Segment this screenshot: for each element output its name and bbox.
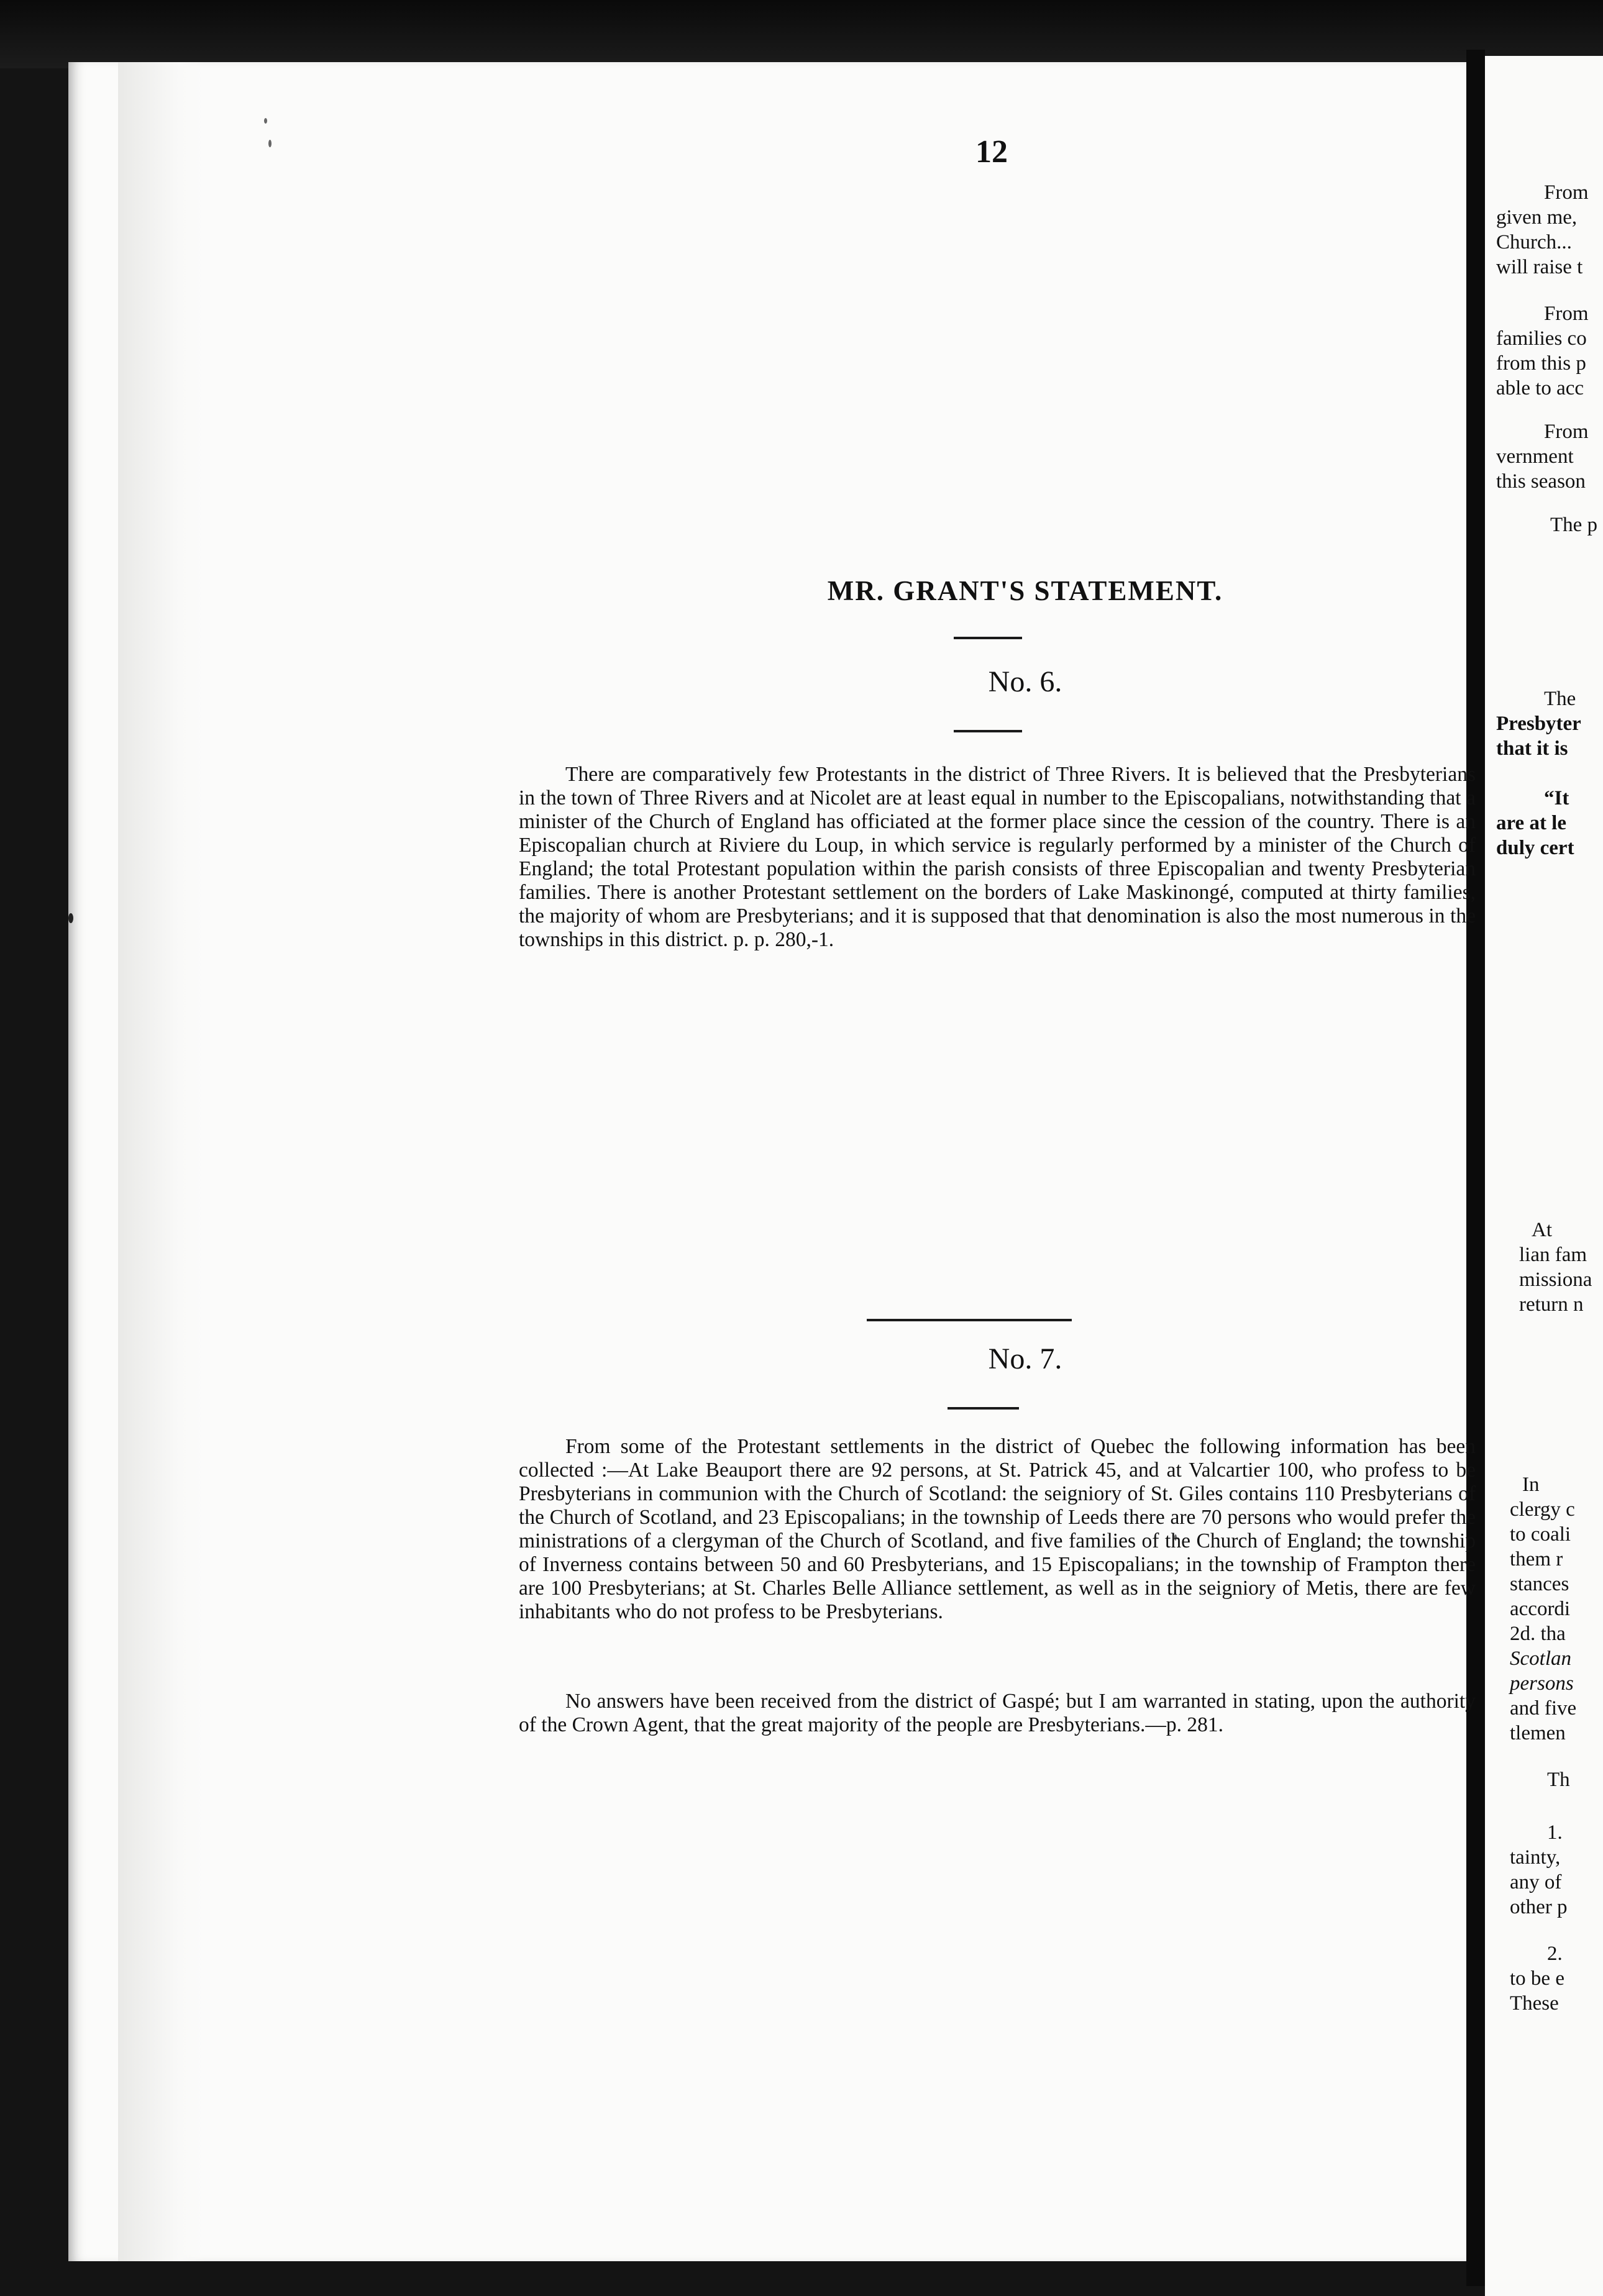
right-page-fragment: At (1532, 1219, 1552, 1241)
right-page-fragment: Th (1547, 1769, 1570, 1791)
section-7-title: No. 7. (988, 1342, 1062, 1375)
section-7-text-2: No answers have been received from the district of Gaspé; but I am warranted in stating, upon the authority of the Crown Agent, that the great majority of the people are Presbyterians.—p. 281. (519, 1690, 1476, 1736)
right-page-fragment: and five (1510, 1697, 1577, 1720)
book-gutter (1466, 50, 1485, 2286)
right-page-fragment: Church... (1496, 231, 1572, 253)
heading-rule (954, 637, 1022, 639)
section-divider-rule (867, 1319, 1072, 1321)
right-page-fragment: tainty, (1510, 1846, 1561, 1869)
right-page-fragment: tlemen (1510, 1722, 1566, 1744)
statement-heading: MR. GRANT'S STATEMENT. (827, 575, 1223, 606)
right-page-fragment: lian fam (1519, 1244, 1587, 1266)
right-page-fragment: These (1510, 1992, 1559, 2015)
right-page-fragment: are at le (1496, 812, 1567, 834)
right-page-fragment: any of (1510, 1871, 1562, 1893)
right-page-fragment: In (1522, 1474, 1540, 1496)
right-page-fragment: clergy c (1510, 1498, 1575, 1521)
right-page-fragment: given me, (1496, 206, 1578, 229)
section-6-text: There are comparatively few Protestants in the district of Three Rivers. It is believed that the Presbyterians in the town of Three Rivers and at Nicolet are at least equal in number to the Episcopalians, notwithstanding that a minister of the Church of England has officiated at the former place since the cession of the country. There is an Episcopalian church at Riviere du Loup, in which service is regularly performed by a minister of the Church of England; the total Protestant population within the parish consists of three Episcopalian and twenty Presbyterian families. There is another Protestant settlement on the borders of Lake Maskinongé, computed at thirty families, the majority of whom are Presbyterians; and it is supposed that that denomination is also the most numerous in the townships in this district. p. p. 280,-1. (519, 763, 1476, 951)
right-page-fragment: The p (1550, 514, 1598, 536)
right-page-fragment: families co (1496, 327, 1587, 350)
right-page-fragment: The (1544, 688, 1576, 710)
right-page-fragment: From (1544, 181, 1589, 204)
section-6-title: No. 6. (988, 665, 1062, 698)
right-page-fragment: Scotlan (1510, 1647, 1571, 1670)
right-page-fragment: From (1544, 303, 1589, 325)
page-number: 12 (975, 134, 1008, 170)
scan-speck (268, 140, 272, 147)
scan-border (0, 0, 1603, 68)
right-page-fragment: to coali (1510, 1523, 1571, 1546)
left-page (68, 62, 1479, 2261)
right-page-fragment: vernment (1496, 445, 1574, 468)
right-page-fragment: 1. (1547, 1821, 1563, 1844)
right-page-fragment: stances (1510, 1573, 1569, 1595)
section-7-rule (948, 1407, 1019, 1410)
right-page-fragment: 2d. tha (1510, 1623, 1566, 1645)
right-page-fragment: accordi (1510, 1598, 1571, 1620)
right-page-fragment: that it is (1496, 737, 1568, 760)
scan-speck (68, 913, 73, 923)
right-page-fragment: will raise t (1496, 256, 1583, 278)
right-page-fragment: 2. (1547, 1943, 1563, 1965)
right-page-fragment: Presbyter (1496, 713, 1581, 735)
right-page-fragment: duly cert (1496, 837, 1574, 859)
right-page-fragment: other p (1510, 1896, 1568, 1918)
right-page-fragment: return n (1519, 1293, 1584, 1316)
section-6-rule (954, 730, 1022, 732)
right-page-fragment: persons (1510, 1672, 1574, 1695)
right-page-fragment: this season (1496, 470, 1586, 493)
page-fold-shadow (118, 62, 205, 2261)
right-page-fragment: able to acc (1496, 377, 1584, 399)
right-page-fragment: them r (1510, 1548, 1563, 1570)
right-page-fragment: From (1544, 421, 1589, 443)
right-page-fragment: “It (1544, 787, 1569, 809)
right-page-fragment: to be e (1510, 1967, 1564, 1990)
section-7-text: From some of the Protestant settlements in the district of Quebec the following information has been collected :—At Lake Beauport there are 92 persons, at St. Patrick 45, and at Valcartier 100, who profess to be Presbyterians in communion with the Church of Scotland: the seigniory of St. Giles contains 110 Presbyterians of the Church of Scotland, and 23 Episcopalians; in the township of Leeds there are 70 persons who would prefer the ministrations of a clergyman of the Church of Scotland, and five families of the Church of England; the township of Inverness contains between 50 and 60 Presbyterians, and 15 Episcopalians; in the township of Frampton there are 100 Presbyterians; at St. Charles Belle Alliance settlement, as well as in the seigniory of Metis, there are few inhabitants who do not profess to be Presbyterians. (519, 1435, 1476, 1623)
right-page-edge (1485, 56, 1603, 2296)
right-page-fragment: missiona (1519, 1269, 1592, 1291)
scan-speck (264, 118, 267, 124)
right-page-fragment: from this p (1496, 352, 1586, 375)
